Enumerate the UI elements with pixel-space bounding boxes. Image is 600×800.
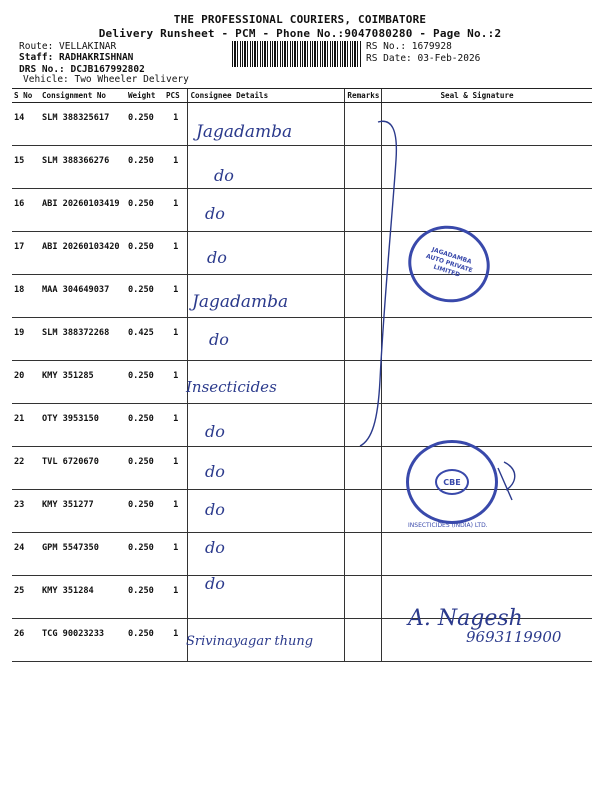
handwriting-r20: Insecticides — [186, 378, 277, 396]
cell-consignment: SLM 388372268 — [40, 318, 126, 361]
cell-pcs: 1 — [164, 146, 188, 189]
cell-weight: 0.250 — [126, 189, 164, 232]
cell-pcs: 1 — [164, 103, 188, 146]
cell-consignment: MAA 304649037 — [40, 275, 126, 318]
cell-sno: 17 — [12, 232, 40, 275]
col-consignment: Consignment No — [40, 89, 126, 103]
cell-pcs: 1 — [164, 576, 188, 619]
cell-weight: 0.425 — [126, 318, 164, 361]
cell-sno: 20 — [12, 361, 40, 404]
cell-pcs: 1 — [164, 361, 188, 404]
handwriting-r26: Srivinayagar thung — [186, 634, 314, 649]
rs-date: RS Date: 03-Feb-2026 — [366, 53, 481, 64]
cell-weight: 0.250 — [126, 576, 164, 619]
handwriting-r23: do — [205, 500, 225, 519]
cell-weight: 0.250 — [126, 404, 164, 447]
handwriting-r15: do — [214, 166, 234, 185]
stamp-2-ring-text: INSECTICIDES (INDIA) LTD. — [408, 522, 488, 529]
cell-sno: 25 — [12, 576, 40, 619]
rs-number: RS No.: 1679928 — [366, 41, 452, 52]
cell-pcs: 1 — [164, 232, 188, 275]
handwriting-r14: Jagadamba — [196, 122, 293, 142]
cell-weight: 0.250 — [126, 533, 164, 576]
cell-weight: 0.250 — [126, 361, 164, 404]
cell-consignment: KMY 351284 — [40, 576, 126, 619]
cell-consignment: SLM 388366276 — [40, 146, 126, 189]
col-remarks: Remarks — [345, 89, 382, 103]
col-pcs: PCS — [164, 89, 188, 103]
cell-sno: 19 — [12, 318, 40, 361]
handwriting-phone: 9693119900 — [466, 628, 562, 646]
cell-consignment: OTY 3953150 — [40, 404, 126, 447]
cell-pcs: 1 — [164, 619, 188, 662]
cell-sno: 24 — [12, 533, 40, 576]
cell-pcs: 1 — [164, 275, 188, 318]
cell-weight: 0.250 — [126, 490, 164, 533]
cell-sno: 15 — [12, 146, 40, 189]
handwriting-r25: do — [205, 574, 225, 593]
route-label: Route: VELLAKINAR — [19, 41, 117, 52]
cell-consignment: TVL 6720670 — [40, 447, 126, 490]
cell-weight: 0.250 — [126, 275, 164, 318]
cell-sno: 16 — [12, 189, 40, 232]
cell-consignment: GPM 5547350 — [40, 533, 126, 576]
handwriting-r19: do — [209, 330, 229, 349]
drs-number: DRS No.: DCJB167992802 — [19, 64, 145, 75]
handwriting-r16: do — [205, 204, 225, 223]
cell-sno: 23 — [12, 490, 40, 533]
cell-sno: 18 — [12, 275, 40, 318]
cell-sno: 21 — [12, 404, 40, 447]
runsheet-subtitle: Delivery Runsheet - PCM - Phone No.:9047080280 - Page No.:2 — [98, 27, 502, 40]
col-consignee: Consignee Details — [188, 89, 345, 103]
cell-sno: 26 — [12, 619, 40, 662]
stamp-2-center: CBE — [435, 469, 469, 495]
cell-pcs: 1 — [164, 447, 188, 490]
cell-weight: 0.250 — [126, 447, 164, 490]
handwriting-r21: do — [205, 422, 225, 441]
cell-consignment: KMY 351285 — [40, 361, 126, 404]
cell-sno: 22 — [12, 447, 40, 490]
staff-label: Staff: RADHAKRISHNAN — [19, 52, 134, 63]
cell-pcs: 1 — [164, 189, 188, 232]
cell-consignment: TCG 90023233 — [40, 619, 126, 662]
cell-consignment: KMY 351277 — [40, 490, 126, 533]
cell-pcs: 1 — [164, 318, 188, 361]
cell-pcs: 1 — [164, 404, 188, 447]
cell-weight: 0.250 — [126, 619, 164, 662]
vehicle-label: Vehicle: Two Wheeler Delivery — [23, 74, 189, 85]
company-title: THE PROFESSIONAL COURIERS, COIMBATORE — [173, 13, 427, 26]
cell-weight: 0.250 — [126, 103, 164, 146]
cell-consignment: ABI 20260103419 — [40, 189, 126, 232]
cell-weight: 0.250 — [126, 232, 164, 275]
cell-consignment: ABI 20260103420 — [40, 232, 126, 275]
col-sno: S No — [12, 89, 40, 103]
cell-pcs: 1 — [164, 490, 188, 533]
col-seal: Seal & Signature — [382, 89, 592, 103]
handwriting-r18: Jagadamba — [192, 292, 289, 312]
handwriting-signature: A. Nagesh — [408, 606, 523, 631]
cell-pcs: 1 — [164, 533, 188, 576]
stamp-1-text: JAGADAMBA AUTO PRIVATE LIMITED — [425, 246, 474, 279]
cell-weight: 0.250 — [126, 146, 164, 189]
handwriting-r24: do — [205, 538, 225, 557]
col-weight: Weight — [126, 89, 164, 103]
handwriting-r22: do — [205, 462, 225, 481]
cell-sno: 14 — [12, 103, 40, 146]
cell-consignment: SLM 388325617 — [40, 103, 126, 146]
handwriting-r17: do — [207, 248, 227, 267]
